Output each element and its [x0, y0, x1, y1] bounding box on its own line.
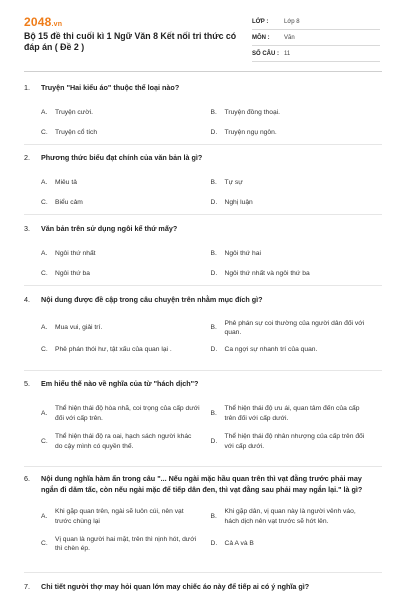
question-stem: [24, 473, 380, 495]
options: [41, 315, 380, 359]
option-text: Khi gặp quan trên, ngài sẽ luôn cúi, nên vạt trước chùng lại: [55, 508, 184, 525]
page-header: [0, 0, 400, 70]
option-text: Ngôi thứ nhất: [55, 250, 96, 258]
option-letter: B.: [210, 512, 217, 520]
question-divider: [24, 285, 382, 286]
option-text: Ca ngợi sự nhanh trí của quan.: [224, 346, 318, 354]
option-d[interactable]: [211, 123, 381, 143]
question-text: Văn bản trên sử dụng ngôi kể thứ mấy?: [41, 224, 178, 233]
option-letter: C.: [41, 346, 48, 354]
question-stem: [24, 82, 380, 93]
option-letter: B.: [210, 250, 217, 258]
meta-value: Văn: [284, 34, 295, 41]
question-stem: [24, 378, 380, 389]
option-letter: B.: [210, 324, 217, 332]
option-letter: C.: [41, 270, 48, 278]
option-c[interactable]: [41, 530, 211, 558]
option-letter: A.: [41, 324, 48, 332]
question-text: Truyện "Hai kiểu áo" thuộc thể loại nào?: [41, 83, 180, 92]
meta-row-count: [252, 46, 380, 62]
question: [24, 82, 380, 143]
option-letter: D.: [210, 199, 218, 207]
option-b[interactable]: [211, 399, 381, 428]
option-text: Khi gặp dân, vị quan này là người vênh váo, hách dịch nên vạt trước sẽ hớt lên.: [224, 508, 356, 525]
option-text: Thể hiện thái độ nhân nhượng của cấp trên đối với cấp dưới.: [224, 433, 365, 450]
option-b[interactable]: [211, 503, 381, 530]
question: [24, 223, 380, 284]
option-text: Ngôi thứ ba: [55, 270, 90, 278]
question-divider: [24, 370, 382, 371]
question-number: 4.: [24, 295, 30, 304]
question-divider: [24, 466, 382, 467]
question: [24, 294, 380, 359]
option-text: Truyện ngụ ngôn.: [224, 129, 277, 137]
option-letter: D.: [210, 540, 218, 548]
option-d[interactable]: [211, 428, 381, 455]
option-c[interactable]: [41, 341, 211, 359]
option-text: Thể hiện thái độ ưu ái, quan tâm đến của cấp trên đối với cấp dưới.: [224, 405, 360, 422]
option-a[interactable]: [41, 173, 211, 193]
option-text: Ngôi thứ hai: [224, 250, 261, 258]
option-b[interactable]: [211, 173, 381, 193]
meta-label: SỐ CÂU :: [252, 50, 279, 57]
meta-label: MÔN :: [252, 34, 270, 41]
option-text: Ngôi thứ nhất và ngôi thứ ba: [224, 270, 310, 278]
question-number: 3.: [24, 224, 30, 233]
site-logo[interactable]: [24, 15, 62, 29]
option-letter: B.: [210, 179, 217, 187]
option-a[interactable]: [41, 103, 211, 123]
question-stem: [24, 152, 380, 163]
option-text: Phê phán sự coi thường của người dân đối với quan.: [224, 319, 365, 336]
question-number: 2.: [24, 153, 30, 162]
option-a[interactable]: [41, 503, 211, 530]
option-d[interactable]: [211, 193, 381, 213]
option-c[interactable]: [41, 428, 211, 455]
question-number: 1.: [24, 83, 30, 92]
option-b[interactable]: [211, 103, 381, 123]
header-divider: [24, 71, 382, 72]
option-text: Truyện cười.: [55, 109, 93, 117]
logo-suffix: .vn: [51, 21, 63, 28]
option-letter: C.: [41, 540, 48, 548]
question-number: 7.: [24, 582, 30, 591]
option-d[interactable]: [211, 264, 381, 284]
option-letter: A.: [41, 250, 48, 258]
question: [24, 378, 380, 455]
meta-row-class: [252, 14, 380, 30]
option-letter: C.: [41, 199, 48, 207]
question: [24, 473, 380, 558]
question-text: Nội dung được đề cập trong câu chuyện trên nhằm mục đích gì?: [41, 295, 263, 304]
option-b[interactable]: [211, 315, 381, 341]
option-letter: C.: [41, 129, 48, 137]
question-stem: [24, 581, 380, 592]
option-b[interactable]: [211, 244, 381, 264]
option-a[interactable]: [41, 244, 211, 264]
document-title: Bộ 15 đề thi cuối kì 1 Ngữ Văn 8 Kết nối tri thức có đáp án ( Đề 2 ): [24, 31, 237, 52]
meta-value: Lớp 8: [284, 18, 300, 25]
question-number: 6.: [24, 474, 30, 483]
options: [41, 103, 380, 143]
option-text: Nghị luận: [224, 199, 253, 207]
option-letter: D.: [210, 270, 218, 278]
option-text: Miêu tả: [55, 179, 77, 187]
option-c[interactable]: [41, 264, 211, 284]
exam-meta: [252, 14, 380, 62]
option-text: Mua vui, giải trí.: [55, 324, 103, 332]
option-letter: D.: [210, 129, 218, 137]
option-a[interactable]: [41, 315, 211, 341]
question-stem: [24, 223, 380, 234]
question-divider: [24, 214, 382, 215]
question-text: Chi tiết người thợ may hỏi quan lớn may chiếc áo này để tiếp ai có ý nghĩa gì?: [41, 582, 310, 591]
question: [24, 581, 380, 592]
option-text: Biểu cảm: [55, 199, 83, 207]
meta-row-subject: [252, 30, 380, 46]
option-text: Tự sự: [224, 179, 243, 187]
option-c[interactable]: [41, 193, 211, 213]
option-text: Truyện cổ tích: [55, 129, 98, 137]
option-letter: B.: [210, 409, 217, 417]
question-text: Phương thức biểu đạt chính của văn bản là gì?: [41, 153, 203, 162]
option-letter: A.: [41, 409, 48, 417]
question-text: Em hiểu thế nào về nghĩa của từ "hách dịch"?: [41, 379, 199, 388]
question-text: Nội dung nghĩa hàm ẩn trong câu "... Nếu ngài mặc hầu quan trên thì vạt đằng trước phải may ngắn đi dăm tấc, còn nếu ngài mặc để tiếp dân đen, thì vạt đằng sau phải may ngắn lại." là gì?: [41, 474, 363, 494]
option-text: Truyện đồng thoại.: [224, 109, 281, 117]
option-letter: B.: [210, 109, 217, 117]
option-d[interactable]: [211, 341, 381, 359]
question-number: 5.: [24, 379, 30, 388]
question: [24, 152, 380, 213]
option-a[interactable]: [41, 399, 211, 428]
option-text: Phê phán thói hư, tật xấu của quan lại .: [55, 346, 172, 354]
question-stem: [24, 294, 380, 305]
option-text: Thể hiện thái độ hòa nhã, coi trọng của cấp dưới đối với cấp trên.: [55, 405, 200, 422]
option-letter: D.: [210, 437, 218, 445]
options: [41, 173, 380, 213]
option-d[interactable]: [211, 530, 381, 558]
options: [41, 503, 380, 558]
question-divider: [24, 144, 382, 145]
option-text: Vị quan là người hai mặt, trên thì nịnh hót, dưới thì chèn ép.: [55, 535, 197, 552]
option-letter: C.: [41, 437, 48, 445]
question-divider: [24, 572, 382, 573]
meta-value: 11: [284, 50, 291, 57]
option-text: Thể hiện thái độ ra oai, hạch sách người khác do cậy mình có quyền thế.: [55, 433, 192, 450]
options: [41, 244, 380, 284]
meta-label: LỚP :: [252, 18, 269, 25]
option-letter: A.: [41, 512, 48, 520]
logo-text: 2048: [24, 15, 52, 29]
options: [41, 399, 380, 455]
option-letter: A.: [41, 109, 48, 117]
option-letter: D.: [210, 346, 218, 354]
option-text: Cả A và B: [224, 540, 254, 548]
option-letter: A.: [41, 179, 48, 187]
option-c[interactable]: [41, 123, 211, 143]
